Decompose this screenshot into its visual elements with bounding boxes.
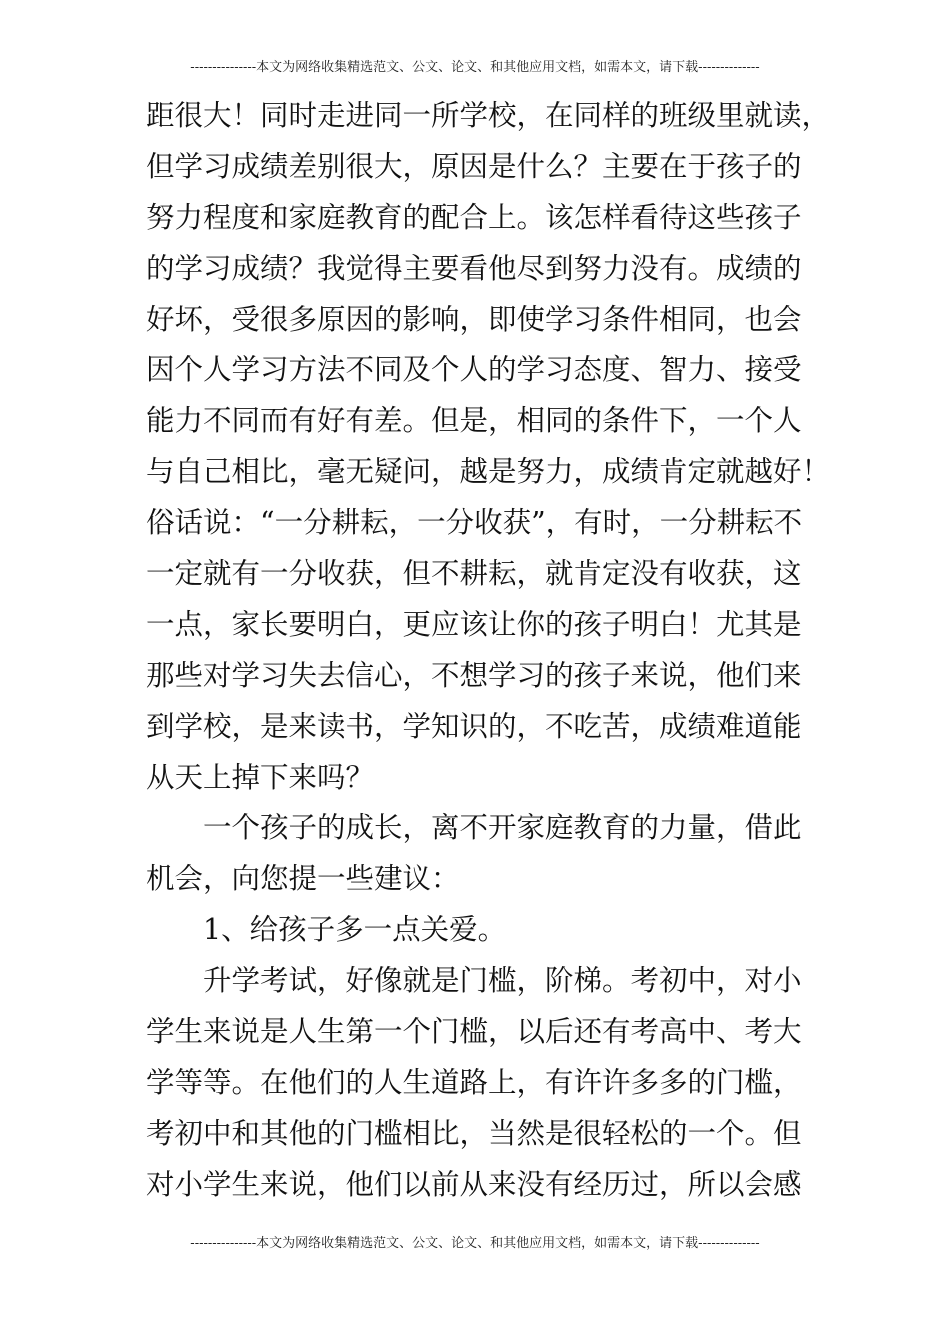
body-line: 考初中和其他的门槛相比，当然是很轻松的一个。但	[146, 1116, 802, 1150]
paragraph-first-line: 一个孩子的成长，离不开家庭教育的力量，借此	[146, 811, 802, 845]
body-line: 好坏，受很多原因的影响，即使学习条件相同，也会	[146, 302, 802, 336]
body-line: 机会，向您提一些建议：	[146, 862, 460, 896]
body-line: 到学校，是来读书，学知识的，不吃苦，成绩难道能	[146, 709, 802, 743]
page-header-banner: ---------------本文为网络收集精选范文、公文、论文、和其他应用文档，如需本文，请下载--------------	[190, 60, 760, 75]
page-footer-banner: ---------------本文为网络收集精选范文、公文、论文、和其他应用文档，如需本文，请下载--------------	[190, 1236, 760, 1251]
body-line: 对小学生来说，他们以前从来没有经历过，所以会感	[146, 1167, 802, 1201]
body-line: 与自己相比，毫无疑问，越是努力，成绩肯定就越好！	[146, 455, 831, 489]
body-line: 因个人学习方法不同及个人的学习态度、智力、接受	[146, 353, 802, 387]
section-heading: 1、给孩子多一点关爱。	[146, 913, 507, 947]
body-line: 的学习成绩？我觉得主要看他尽到努力没有。成绩的	[146, 251, 802, 285]
body-line: 俗话说：“一分耕耘，一分收获”，有时，一分耕耘不	[146, 506, 803, 540]
body-line: 学生来说是人生第一个门槛，以后还有考高中、考大	[146, 1015, 802, 1049]
body-line: 那些对学习失去信心，不想学习的孩子来说，他们来	[146, 658, 802, 692]
body-line: 努力程度和家庭教育的配合上。该怎样看待这些孩子	[146, 200, 802, 234]
body-line: 一定就有一分收获，但不耕耘，就肯定没有收获，这	[146, 557, 802, 591]
body-line: 距很大！同时走进同一所学校，在同样的班级里就读，	[146, 99, 831, 132]
document-body	[146, 91, 831, 1211]
paragraph-first-line: 升学考试，好像就是门槛，阶梯。考初中，对小	[146, 964, 802, 998]
body-line: 能力不同而有好有差。但是，相同的条件下，一个人	[146, 404, 802, 438]
body-line: 一点，家长要明白，更应该让你的孩子明白！尤其是	[146, 607, 802, 641]
body-line: 从天上掉下来吗？	[146, 760, 375, 794]
body-line: 学等等。在他们的人生道路上，有许许多多的门槛，	[146, 1065, 802, 1099]
body-line: 但学习成绩差别很大，原因是什么？主要在于孩子的	[146, 149, 802, 183]
